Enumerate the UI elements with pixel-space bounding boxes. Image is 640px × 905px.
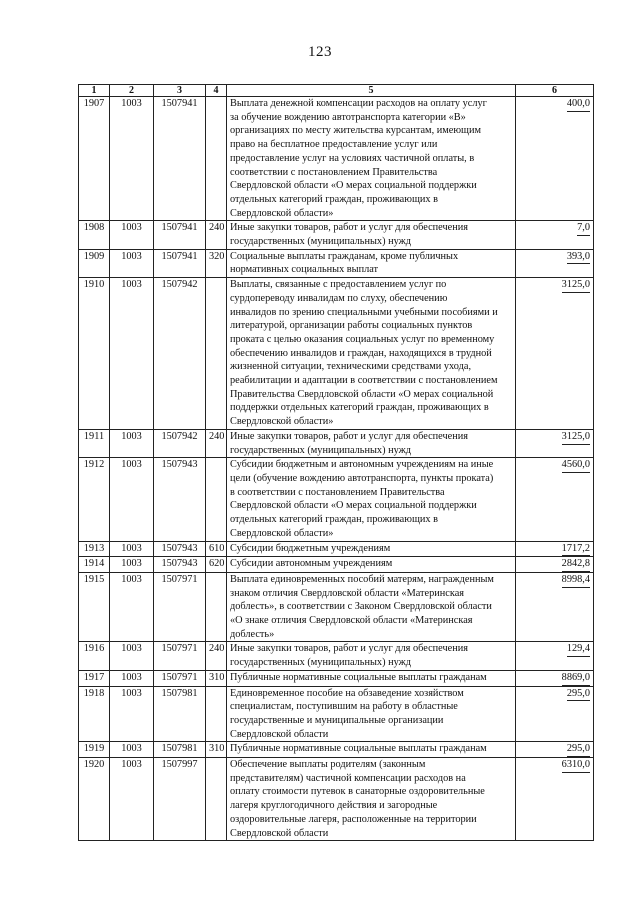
description-line: за обучение вождению автотранспорта категории «В» xyxy=(230,111,466,123)
expense-type-code xyxy=(206,97,227,221)
description-line: отдельных категорий граждан, проживающих в xyxy=(230,193,438,205)
section-code: 1003 xyxy=(110,670,154,686)
row-amount-cell xyxy=(516,758,594,841)
description-line: Правительства Свердловской области «О мерах социальной xyxy=(230,388,494,400)
row-amount: 400,0 xyxy=(567,97,590,112)
expense-type-code xyxy=(206,572,227,642)
section-code: 1003 xyxy=(110,458,154,541)
row-description xyxy=(227,758,516,841)
description-line: соответствии с постановлением Правительства xyxy=(230,166,438,178)
description-line: отдельных категорий граждан, проживающих в xyxy=(230,514,438,526)
description-line: Свердловской области» xyxy=(230,207,334,219)
row-amount-cell xyxy=(516,642,594,670)
row-description xyxy=(227,97,516,221)
section-code: 1003 xyxy=(110,686,154,742)
row-description xyxy=(227,686,516,742)
target-article-code: 1507981 xyxy=(154,742,206,758)
section-code: 1003 xyxy=(110,429,154,457)
table-row xyxy=(79,557,594,573)
description-line: поддержки отдельных категорий граждан, проживающих в xyxy=(230,402,489,414)
description-line: в соответствии с постановлением Правительства xyxy=(230,486,445,498)
expense-type-code xyxy=(206,686,227,742)
description-line: оплату стоимости путевок в санаторные оздоровительные xyxy=(230,786,485,798)
target-article-code: 1507942 xyxy=(154,278,206,430)
row-amount-cell xyxy=(516,97,594,221)
column-header: 6 xyxy=(516,85,594,97)
description-line: знаком отличия Свердловской области «Материнская xyxy=(230,587,465,599)
target-article-code: 1507971 xyxy=(154,642,206,670)
description-line: Публичные нормативные социальные выплаты гражданам xyxy=(230,743,487,755)
row-description xyxy=(227,670,516,686)
description-line: Иные закупки товаров, работ и услуг для обеспечения xyxy=(230,643,468,655)
row-amount: 1717,2 xyxy=(562,542,590,557)
table-row xyxy=(79,642,594,670)
row-amount-cell xyxy=(516,670,594,686)
row-description xyxy=(227,221,516,249)
row-amount: 3125,0 xyxy=(562,430,590,445)
row-amount-cell xyxy=(516,742,594,758)
description-line: Иные закупки товаров, работ и услуг для обеспечения xyxy=(230,222,468,234)
row-amount: 3125,0 xyxy=(562,278,590,293)
row-amount: 7,0 xyxy=(577,221,590,236)
description-line: право на бесплатное предоставление услуг или xyxy=(230,139,438,151)
section-code: 1003 xyxy=(110,642,154,670)
target-article-code: 1507941 xyxy=(154,249,206,277)
row-amount-cell xyxy=(516,278,594,430)
description-line: Субсидии бюджетным учреждениям xyxy=(230,542,391,554)
page-number: 123 xyxy=(308,44,332,60)
row-amount-cell xyxy=(516,458,594,541)
target-article-code: 1507941 xyxy=(154,97,206,221)
section-code: 1003 xyxy=(110,278,154,430)
description-line: государственных (муниципальных) нужд xyxy=(230,236,411,248)
section-code: 1003 xyxy=(110,97,154,221)
description-line: Свердловской области «О мерах социальной поддержки xyxy=(230,500,477,512)
expense-type-code: 240 xyxy=(206,642,227,670)
description-line: государственные и муниципальные организации xyxy=(230,714,444,726)
section-code: 1003 xyxy=(110,572,154,642)
section-code: 1003 xyxy=(110,557,154,573)
column-header: 4 xyxy=(206,85,227,97)
description-line: литературой, организации работы социальных пунктов xyxy=(230,320,473,332)
description-line: предоставление услуг на условиях частичной оплаты, в xyxy=(230,152,475,164)
table-row xyxy=(79,670,594,686)
expense-type-code: 620 xyxy=(206,557,227,573)
column-header: 1 xyxy=(79,85,110,97)
description-line: Выплаты, связанные с предоставлением услуг по xyxy=(230,279,447,291)
table-row xyxy=(79,429,594,457)
row-number: 1918 xyxy=(79,686,110,742)
description-line: Свердловской области xyxy=(230,728,329,740)
description-line: «О знаке отличия Свердловской области «Материнская xyxy=(230,615,473,627)
description-line: Обеспечение выплаты родителям (законным xyxy=(230,759,426,771)
table-row xyxy=(79,278,594,430)
expense-type-code: 310 xyxy=(206,670,227,686)
description-line: доблесть» xyxy=(230,628,275,640)
section-code: 1003 xyxy=(110,249,154,277)
row-description xyxy=(227,742,516,758)
description-line: специалистам, поступившим на работу в областные xyxy=(230,701,458,713)
row-description xyxy=(227,278,516,430)
row-description xyxy=(227,249,516,277)
column-header: 3 xyxy=(154,85,206,97)
row-amount: 295,0 xyxy=(567,742,590,757)
description-line: сурдопереводу инвалидам по слуху, обеспечению xyxy=(230,292,448,304)
row-amount-cell xyxy=(516,557,594,573)
column-header: 5 xyxy=(227,85,516,97)
row-amount: 393,0 xyxy=(567,250,590,265)
row-number: 1917 xyxy=(79,670,110,686)
section-code: 1003 xyxy=(110,221,154,249)
description-line: доблесть», в соответствии с Законом Свердловской области xyxy=(230,601,492,613)
table-header-row xyxy=(79,85,594,97)
column-header: 2 xyxy=(110,85,154,97)
description-line: Свердловской области «О мерах социальной поддержки xyxy=(230,180,477,192)
description-line: реабилитации и адаптации в соответствии с постановлением xyxy=(230,375,498,387)
expense-type-code: 320 xyxy=(206,249,227,277)
row-description xyxy=(227,458,516,541)
section-code: 1003 xyxy=(110,742,154,758)
row-number: 1916 xyxy=(79,642,110,670)
description-line: обеспечению инвалидов и граждан, находящихся в трудной xyxy=(230,347,492,359)
section-code: 1003 xyxy=(110,541,154,557)
row-description xyxy=(227,642,516,670)
target-article-code: 1507981 xyxy=(154,686,206,742)
expense-type-code: 310 xyxy=(206,742,227,758)
target-article-code: 1507997 xyxy=(154,758,206,841)
target-article-code: 1507941 xyxy=(154,221,206,249)
description-line: Субсидии бюджетным и автономным учреждениям на иные xyxy=(230,459,494,471)
row-description xyxy=(227,541,516,557)
row-amount-cell xyxy=(516,221,594,249)
row-description xyxy=(227,557,516,573)
row-number: 1908 xyxy=(79,221,110,249)
description-line: организациях по месту жительства курсантам, имеющим xyxy=(230,125,481,137)
target-article-code: 1507971 xyxy=(154,572,206,642)
description-line: государственных (муниципальных) нужд xyxy=(230,444,411,456)
expense-type-code xyxy=(206,278,227,430)
target-article-code: 1507943 xyxy=(154,541,206,557)
table-row xyxy=(79,572,594,642)
row-amount: 8998,4 xyxy=(562,573,590,588)
description-line: Субсидии автономным учреждениям xyxy=(230,558,393,570)
row-amount-cell xyxy=(516,249,594,277)
row-amount: 8869,0 xyxy=(562,671,590,686)
row-amount: 2842,8 xyxy=(562,557,590,572)
row-number: 1913 xyxy=(79,541,110,557)
description-line: инвалидов по зрению специальными учебными пособиями и xyxy=(230,306,498,318)
row-description xyxy=(227,572,516,642)
row-amount: 4560,0 xyxy=(562,458,590,473)
row-number: 1915 xyxy=(79,572,110,642)
description-line: проката с целью оказания социальных услуг по временному xyxy=(230,333,495,345)
description-line: государственных (муниципальных) нужд xyxy=(230,657,411,669)
description-line: Выплата единовременных пособий матерям, награжденным xyxy=(230,573,494,585)
row-number: 1911 xyxy=(79,429,110,457)
description-line: Выплата денежной компенсации расходов на оплату услуг xyxy=(230,98,487,109)
table-row xyxy=(79,686,594,742)
expense-type-code: 610 xyxy=(206,541,227,557)
table-row xyxy=(79,249,594,277)
row-amount: 295,0 xyxy=(567,687,590,702)
section-code: 1003 xyxy=(110,758,154,841)
table-row xyxy=(79,221,594,249)
description-line: Единовременное пособие на обзаведение хозяйством xyxy=(230,687,464,699)
expense-type-code xyxy=(206,758,227,841)
budget-table xyxy=(78,84,594,841)
row-amount-cell xyxy=(516,429,594,457)
row-number: 1920 xyxy=(79,758,110,841)
table-row xyxy=(79,458,594,541)
target-article-code: 1507942 xyxy=(154,429,206,457)
row-number: 1912 xyxy=(79,458,110,541)
target-article-code: 1507943 xyxy=(154,557,206,573)
row-amount: 129,4 xyxy=(567,642,590,657)
expense-type-code: 240 xyxy=(206,429,227,457)
description-line: Иные закупки товаров, работ и услуг для обеспечения xyxy=(230,430,468,442)
target-article-code: 1507943 xyxy=(154,458,206,541)
row-amount-cell xyxy=(516,686,594,742)
expense-type-code xyxy=(206,458,227,541)
row-amount-cell xyxy=(516,572,594,642)
description-line: лагеря круглогодичного действия и загородные xyxy=(230,800,438,812)
row-number: 1907 xyxy=(79,97,110,221)
target-article-code: 1507971 xyxy=(154,670,206,686)
row-number: 1914 xyxy=(79,557,110,573)
table-body xyxy=(79,97,594,841)
table-row xyxy=(79,541,594,557)
expense-type-code: 240 xyxy=(206,221,227,249)
row-description xyxy=(227,429,516,457)
row-amount-cell xyxy=(516,541,594,557)
description-line: Свердловской области» xyxy=(230,416,334,428)
description-line: нормативных социальных выплат xyxy=(230,264,379,276)
table-row xyxy=(79,742,594,758)
description-line: оздоровительные лагеря, расположенные на территории xyxy=(230,813,477,825)
description-line: Свердловской области xyxy=(230,827,329,839)
description-line: жизненной ситуации, техническими средствами ухода, xyxy=(230,361,472,373)
row-amount: 6310,0 xyxy=(562,758,590,773)
description-line: Социальные выплаты гражданам, кроме публичных xyxy=(230,250,459,262)
description-line: Публичные нормативные социальные выплаты гражданам xyxy=(230,671,487,683)
row-number: 1909 xyxy=(79,249,110,277)
description-line: Свердловской области» xyxy=(230,527,334,539)
table-row xyxy=(79,758,594,841)
row-number: 1910 xyxy=(79,278,110,430)
row-number: 1919 xyxy=(79,742,110,758)
description-line: цели (обучение вождению автотранспорта, пункты проката) xyxy=(230,472,494,484)
table-row xyxy=(79,97,594,221)
description-line: представителям) частичной компенсации расходов на xyxy=(230,772,466,784)
